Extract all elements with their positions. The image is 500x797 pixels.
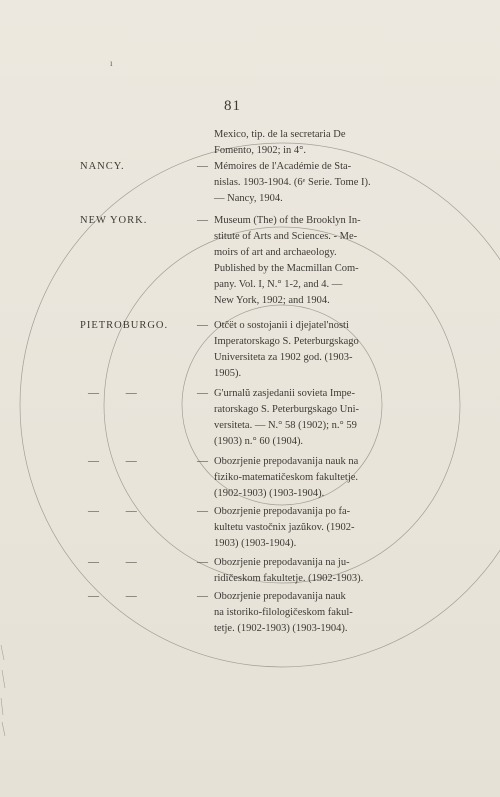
- entry-line: ratorskago S. Peterburgskago Uni-: [214, 403, 360, 415]
- entry-line: Imperatorskago S. Peterburgskago: [214, 335, 359, 347]
- catalog-entry: [214, 589, 372, 637]
- entry-dash: —: [197, 455, 208, 467]
- entry-line: Obozrjenie prepodavanija nauk na: [214, 456, 359, 467]
- entry-line: na istoriko-filologičeskom fakul-: [214, 606, 353, 618]
- catalog-entry: [214, 555, 372, 587]
- entry-line: Published by the Macmillan Com-: [214, 262, 359, 274]
- entry-line: — Nancy, 1904.: [214, 192, 283, 204]
- entry-line: Obozrjenie prepodavanija na ju-: [214, 557, 350, 568]
- entry-line: nislas. 1903-1904. (6ᵉ Serie. Tome I).: [214, 176, 371, 188]
- city-heading: PIETROBURGO.: [80, 320, 169, 331]
- ditto-marks: — —: [88, 455, 149, 467]
- catalog-entry: [214, 159, 372, 207]
- entry-line: (1902-1903) (1903-1904).: [214, 487, 325, 499]
- edge-scratch-marks: [0, 640, 8, 740]
- catalog-entry: [214, 127, 372, 159]
- catalog-entry: [214, 504, 372, 552]
- entry-line: Museum (The) of the Brooklyn In-: [214, 215, 361, 226]
- entry-line: Obozrjenie prepodavanija nauk: [214, 591, 346, 602]
- stray-mark: ı: [110, 58, 113, 68]
- entry-line: stitute of Arts and Sciences. - Me-: [214, 230, 358, 242]
- entry-line: G'urnalŭ zasjedanii sovieta Impe-: [214, 388, 355, 399]
- ditto-marks: — —: [88, 387, 149, 399]
- entry-line: tetje. (1902-1903) (1903-1904).: [214, 622, 348, 634]
- entry-dash: —: [197, 505, 208, 517]
- entry-dash: —: [197, 214, 208, 226]
- ditto-marks: — —: [88, 590, 149, 602]
- entry-line: moirs of art and archaeology.: [214, 246, 337, 258]
- entry-line: New York, 1902; and 1904.: [214, 294, 330, 306]
- entry-line: versiteta. — N.° 58 (1902); n.° 59: [214, 419, 357, 431]
- entry-line: (1903) n.° 60 (1904).: [214, 435, 304, 447]
- entry-line: 1903) (1903-1904).: [214, 537, 297, 549]
- entry-line: ridičeskom fakultetje. (1902-1903).: [214, 572, 364, 584]
- entry-line: Fomento, 1902; in 4°.: [214, 144, 306, 156]
- entry-line: Universiteta za 1902 god. (1903-: [214, 351, 353, 363]
- entry-dash: —: [197, 387, 208, 399]
- entry-line: pany. Vol. I, N.° 1-2, and 4. —: [214, 278, 343, 290]
- entry-line: 1905).: [214, 367, 242, 379]
- ditto-marks: — —: [88, 505, 149, 517]
- entry-line: Obozrjenie prepodavanija po fa-: [214, 506, 351, 517]
- entry-dash: —: [197, 556, 208, 568]
- entry-dash: —: [197, 160, 208, 172]
- entry-line: kultetu vastočnix jazŭkov. (1902-: [214, 521, 355, 533]
- catalog-entry: [214, 318, 372, 382]
- entry-line: fiziko-matematičeskom fakultetje.: [214, 471, 359, 483]
- entry-line: Mexico, tip. de la secretaria De: [214, 129, 346, 140]
- catalog-entry: [214, 386, 372, 450]
- page-number: 81: [224, 98, 241, 114]
- catalog-entry: [214, 454, 372, 502]
- entry-line: Otčët o sostojanii i djejatel'nosti: [214, 320, 349, 331]
- city-heading: NEW YORK.: [80, 215, 148, 226]
- entry-dash: —: [197, 590, 208, 602]
- entry-line: Mémoires de l'Académie de Sta-: [214, 161, 352, 172]
- ditto-marks: — —: [88, 556, 149, 568]
- city-heading: NANCY.: [80, 161, 125, 172]
- catalog-entry: [214, 213, 372, 308]
- entry-dash: —: [197, 319, 208, 331]
